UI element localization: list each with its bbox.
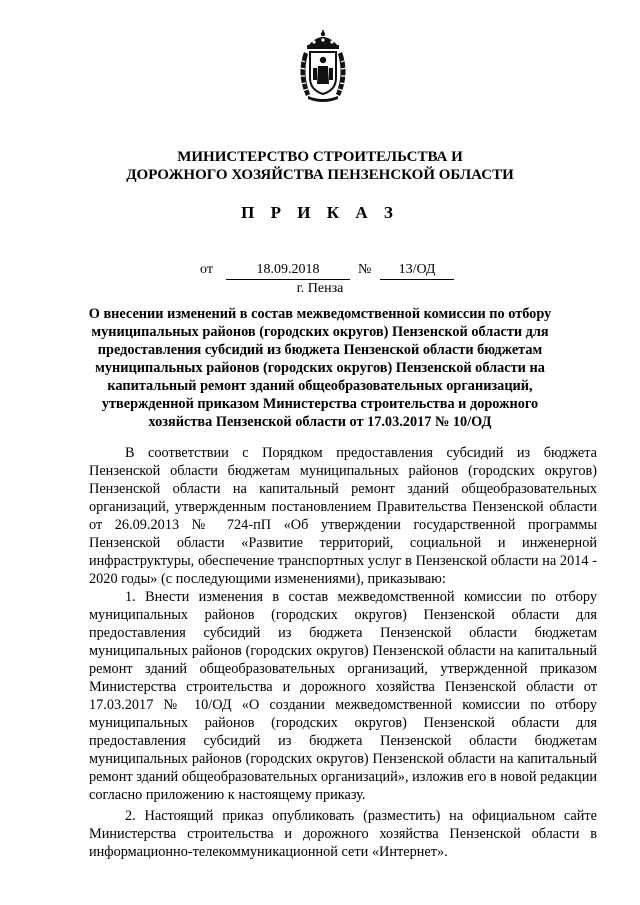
penza-coat-of-arms-icon xyxy=(294,30,352,102)
order-number: 13/ОД xyxy=(380,262,454,280)
number-label: № xyxy=(358,262,372,277)
order-date: 18.09.2018 xyxy=(226,262,350,280)
ministry-name-line2: ДОРОЖНОГО ХОЗЯЙСТВА ПЕНЗЕНСКОЙ ОБЛАСТИ xyxy=(126,167,514,183)
order-meta-line xyxy=(200,262,500,282)
ministry-name-line1: МИНИСТЕРСТВО СТРОИТЕЛЬСТВА И xyxy=(177,149,463,165)
city-name: г. Пенза xyxy=(296,281,344,296)
order-item-2: 2. Настоящий приказ опубликовать (разместить) на официальном сайте Министерства строительства и дорожного хозяйства Пензенской области в информационно-телекоммуникационной сети «Интернет». xyxy=(89,808,597,860)
subject-line: хозяйства Пензенской области от 17.03.2017 № 10/ОД xyxy=(148,414,492,430)
subject-line: муниципальных районов (городских округов) Пензенской области на xyxy=(95,360,545,376)
date-label: от xyxy=(200,262,213,277)
order-subject xyxy=(82,305,558,431)
order-item-1: 1. Внести изменения в состав межведомственной комиссии по отбору муниципальных районов (городских округов) Пензенской области для предоставления субсидий из бюджета Пензенской области бюджетам муниципальных районов (городских округов) Пензенской области на капитальный ремонт зданий общеобразовательных организаций, утвержденной приказом Министерства строительства и дорожного хозяйства Пензенской области от 17.03.2017 № 10/ОД «О создании межведомственной комиссии по отбору муниципальных районов (городских округов) Пензенской области для предоставления субсидий из бюджета Пензенской области бюджетам муниципальных районов (городских округов) Пензенской области на капитальный ремонт зданий общеобразовательных организаций», изложив его в новой редакции согласно приложению к настоящему приказу. xyxy=(89,589,597,803)
document-type-title: П Р И К А З xyxy=(241,203,399,222)
subject-line: утвержденной приказом Министерства строительства и дорожного xyxy=(101,396,539,412)
subject-line: муниципальных районов (городских округов) Пензенской области для xyxy=(91,324,549,340)
preamble-paragraph: В соответствии с Порядком предоставления субсидий из бюджета Пензенской области бюджетам муниципальных районов (городских округов) Пензенской области на капитальный ремонт зданий общеобразовательных организаций, утвержденным постановлением Правительства Пензенской области от 26.09.2013 № 724-пП «Об утверждении государственной программы Пензенской области «Развитие территорий, социальной и инженерной инфраструктуры, обеспечение транспортных услуг в Пензенской области на 2014 - 2020 годы» (с последующими изменениями), приказываю: xyxy=(89,445,597,587)
subject-line: предоставления субсидий из бюджета Пензенской области бюджетам xyxy=(97,342,543,358)
order-body xyxy=(89,444,597,861)
subject-line: капитальный ремонт зданий общеобразовательных организаций, xyxy=(107,378,533,394)
subject-line: О внесении изменений в состав межведомственной комиссии по отбору xyxy=(88,306,552,322)
